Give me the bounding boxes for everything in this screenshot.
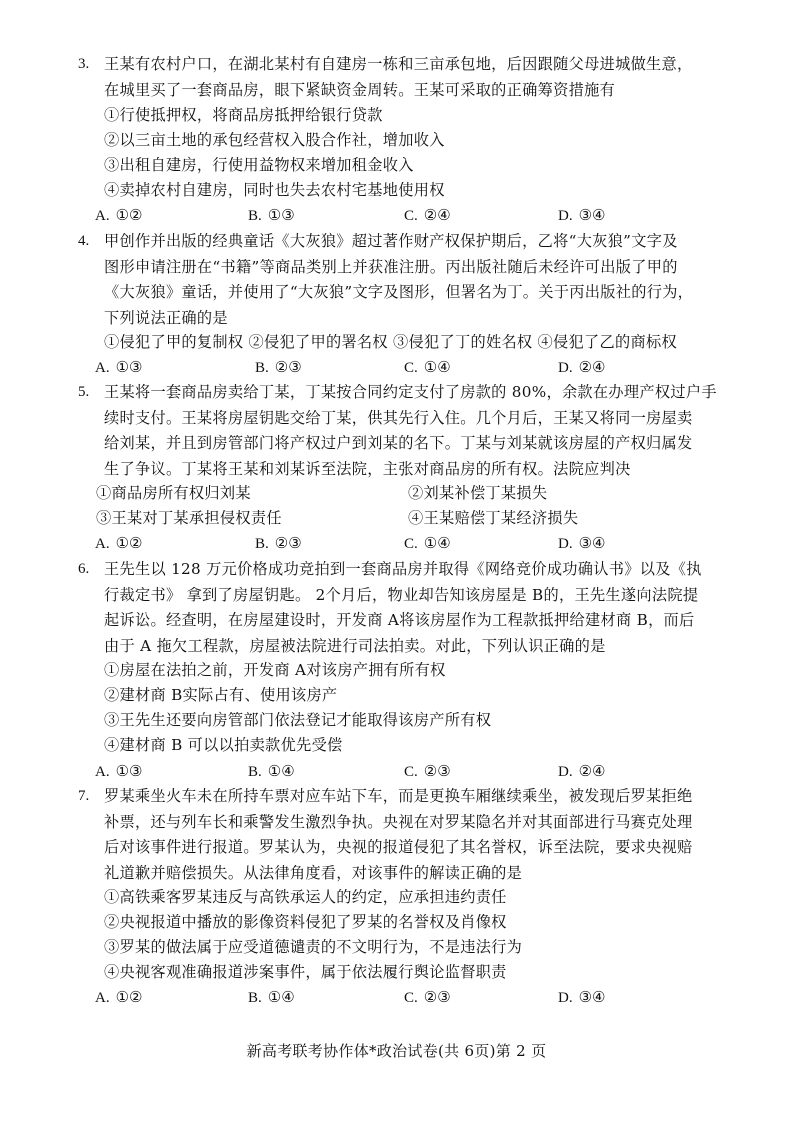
option-b[interactable]: [248, 203, 295, 229]
option-text: ①③: [115, 358, 143, 376]
stem-line: 王某有农村户口，在湖北某村有自建房一栋和三亩承包地，后因跟随父母进城做生意，: [104, 55, 693, 73]
option-text: ①②: [115, 206, 143, 224]
option-label: C.: [404, 764, 418, 780]
stem-line: 甲创作并出版的经典童话《大灰狼》超过著作财产权保护期后，乙将“大灰狼”文字及: [104, 232, 678, 250]
statement: ④王某赔偿丁某经济损失: [408, 509, 579, 527]
option-label: A.: [95, 360, 110, 376]
option-d[interactable]: [558, 355, 606, 381]
option-text: ①④: [423, 534, 451, 552]
question-number: 5.: [78, 384, 90, 400]
option-text: ②④: [423, 206, 451, 224]
statement: ③王先生还要向房管部门依法登记才能取得该房产所有权: [104, 711, 492, 729]
stem-line: 续时支付。王某将房屋钥匙交给丁某，供其先行入住。几个月后，王某又将同一房屋卖: [104, 408, 693, 427]
option-label: B.: [248, 764, 262, 780]
statement: ③王某对丁某承担侵权责任: [96, 509, 282, 527]
option-label: C.: [404, 208, 418, 224]
stem-line: 后对该事件进行报道。罗某认为，央视的报道侵犯了其名誉权，诉至法院，要求央视赔: [104, 838, 693, 856]
option-c[interactable]: [404, 355, 451, 381]
option-b[interactable]: [248, 985, 295, 1011]
option-label: D.: [558, 536, 573, 552]
option-label: D.: [558, 764, 573, 780]
option-label: D.: [558, 360, 573, 376]
option-a[interactable]: [95, 531, 143, 557]
option-a[interactable]: [95, 355, 143, 381]
question-stem: [104, 557, 732, 659]
option-text: ①④: [267, 762, 295, 780]
option-d[interactable]: [558, 759, 606, 785]
option-text: ①②: [115, 534, 143, 552]
stem-line: 《大灰狼》童话，并使用了“大灰狼”文字及图形，但署名为丁。关于丙出版社的行为，: [104, 283, 694, 301]
option-text: ①③: [267, 206, 295, 224]
option-label: B.: [248, 990, 262, 1006]
option-b[interactable]: [248, 759, 295, 785]
question-number: 7.: [78, 788, 90, 804]
stem-line: 王先生以 128 万元价格成功竞拍到一套商品房并取得《网络竞价成功确认书》以及《执: [104, 560, 702, 578]
option-text: ②③: [423, 762, 451, 780]
option-text: ③④: [578, 206, 606, 224]
question-stem: [104, 52, 732, 103]
option-text: ②④: [578, 762, 606, 780]
stem-line: 礼道歉并赔偿损失。从法律角度看，对该事件的解读正确的是: [104, 863, 523, 882]
option-c[interactable]: [404, 759, 451, 785]
statement: ②以三亩土地的承包经营权入股合作社，增加收入: [104, 131, 445, 149]
statement: ②建材商 B实际占有、使用该房产: [104, 686, 338, 704]
stem-line: 行裁定书》 拿到了房屋钥匙。 2个月后，物业却告知该房屋是 B的，王先生遂向法院提: [104, 585, 699, 604]
option-text: ②④: [578, 358, 606, 376]
question-number: 4.: [78, 233, 90, 249]
statement: ②刘某补偿丁某损失: [408, 484, 548, 502]
option-d[interactable]: [558, 985, 606, 1011]
option-label: A.: [95, 536, 110, 552]
statement: ①高铁乘客罗某违反与高铁承运人的约定，应承担违约责任: [104, 888, 507, 906]
statement: ④卖掉农村自建房，同时也失去农村宅基地使用权: [104, 181, 445, 199]
option-c[interactable]: [404, 531, 451, 557]
statement: ①侵犯了甲的复制权 ②侵犯了甲的署名权 ③侵犯了丁的姓名权 ④侵犯了乙的商标权: [104, 333, 677, 351]
option-c[interactable]: [404, 985, 451, 1011]
page-footer: 新高考联考协作体*政治试卷(共 6页)第 2 页: [246, 1042, 547, 1060]
option-d[interactable]: [558, 203, 606, 229]
option-text: ②③: [274, 534, 302, 552]
statement: ③出租自建房，行使用益物权来增加租金收入: [104, 156, 414, 174]
statement: ④央视客观准确报道涉案事件，属于依法履行舆论监督职责: [104, 963, 507, 981]
stem-line: 在城里买了一套商品房，眼下紧缺资金周转。王某可采取的正确筹资措施有: [104, 80, 616, 99]
option-label: B.: [248, 208, 262, 224]
option-label: C.: [404, 536, 418, 552]
stem-line: 补票，还与列车长和乘警发生激烈争执。央视在对罗某隐名并对其面部进行马赛克处理: [104, 812, 693, 831]
question-stem: [104, 229, 732, 331]
option-text: ②③: [423, 988, 451, 1006]
option-d[interactable]: [558, 531, 606, 557]
option-text: ③④: [578, 988, 606, 1006]
stem-line: 由于 A 拖欠工程款，房屋被法院进行司法拍卖。对此，下列认识正确的是: [104, 636, 606, 655]
question-number: 3.: [78, 56, 90, 72]
stem-line: 图形申请注册在“书籍”等商品类别上并获准注册。丙出版社随后未经许可出版了甲的: [104, 257, 678, 276]
option-label: B.: [255, 360, 269, 376]
option-b[interactable]: [255, 531, 302, 557]
stem-line: 王某将一套商品房卖给丁某，丁某按合同约定支付了房款的 80%，余款在办理产权过户手: [104, 383, 717, 401]
question-stem: [104, 380, 732, 482]
statement: ②央视报道中播放的影像资料侵犯了罗某的名誉权及肖像权: [104, 913, 507, 931]
stem-line: 给刘某，并且到房管部门将产权过户到刘某的名下。丁某与刘某就该房屋的产权归属发: [104, 434, 693, 452]
option-text: ①③: [115, 762, 143, 780]
option-text: ①④: [423, 358, 451, 376]
statement: ①商品房所有权归刘某: [96, 484, 251, 502]
option-label: A.: [95, 764, 110, 780]
option-a[interactable]: [95, 203, 143, 229]
option-c[interactable]: [404, 203, 451, 229]
stem-line: 下列说法正确的是: [104, 308, 228, 327]
stem-line: 起诉讼。经查明，在房屋建设时，开发商 A将该房屋作为工程款抵押给建材商 B，而后: [104, 611, 695, 629]
option-label: C.: [404, 990, 418, 1006]
option-label: C.: [404, 360, 418, 376]
option-text: ①④: [267, 988, 295, 1006]
option-a[interactable]: [95, 985, 143, 1011]
stem-line: 罗某乘坐火车未在所持车票对应车站下车，而是更换车厢继续乘坐，被发现后罗某拒绝: [104, 787, 693, 805]
stem-line: 生了争议。丁某将王某和刘某诉至法院，主张对商品房的所有权。法院应判决: [104, 459, 631, 478]
option-label: B.: [255, 536, 269, 552]
option-text: ②③: [274, 358, 302, 376]
option-label: A.: [95, 208, 110, 224]
question-number: 6.: [78, 561, 90, 577]
option-text: ①②: [115, 988, 143, 1006]
option-label: D.: [558, 208, 573, 224]
question-stem: [104, 784, 732, 886]
option-a[interactable]: [95, 759, 143, 785]
statement: ④建材商 B 可以以拍卖款优先受偿: [104, 736, 343, 754]
statement: ①行使抵押权，将商品房抵押给银行贷款: [104, 106, 383, 124]
option-b[interactable]: [255, 355, 302, 381]
statement: ③罗某的做法属于应受道德谴责的不文明行为，不是违法行为: [104, 938, 523, 956]
option-label: D.: [558, 990, 573, 1006]
option-label: A.: [95, 990, 110, 1006]
option-text: ③④: [578, 534, 606, 552]
statement: ①房屋在法拍之前，开发商 A对该房产拥有所有权: [104, 661, 446, 679]
